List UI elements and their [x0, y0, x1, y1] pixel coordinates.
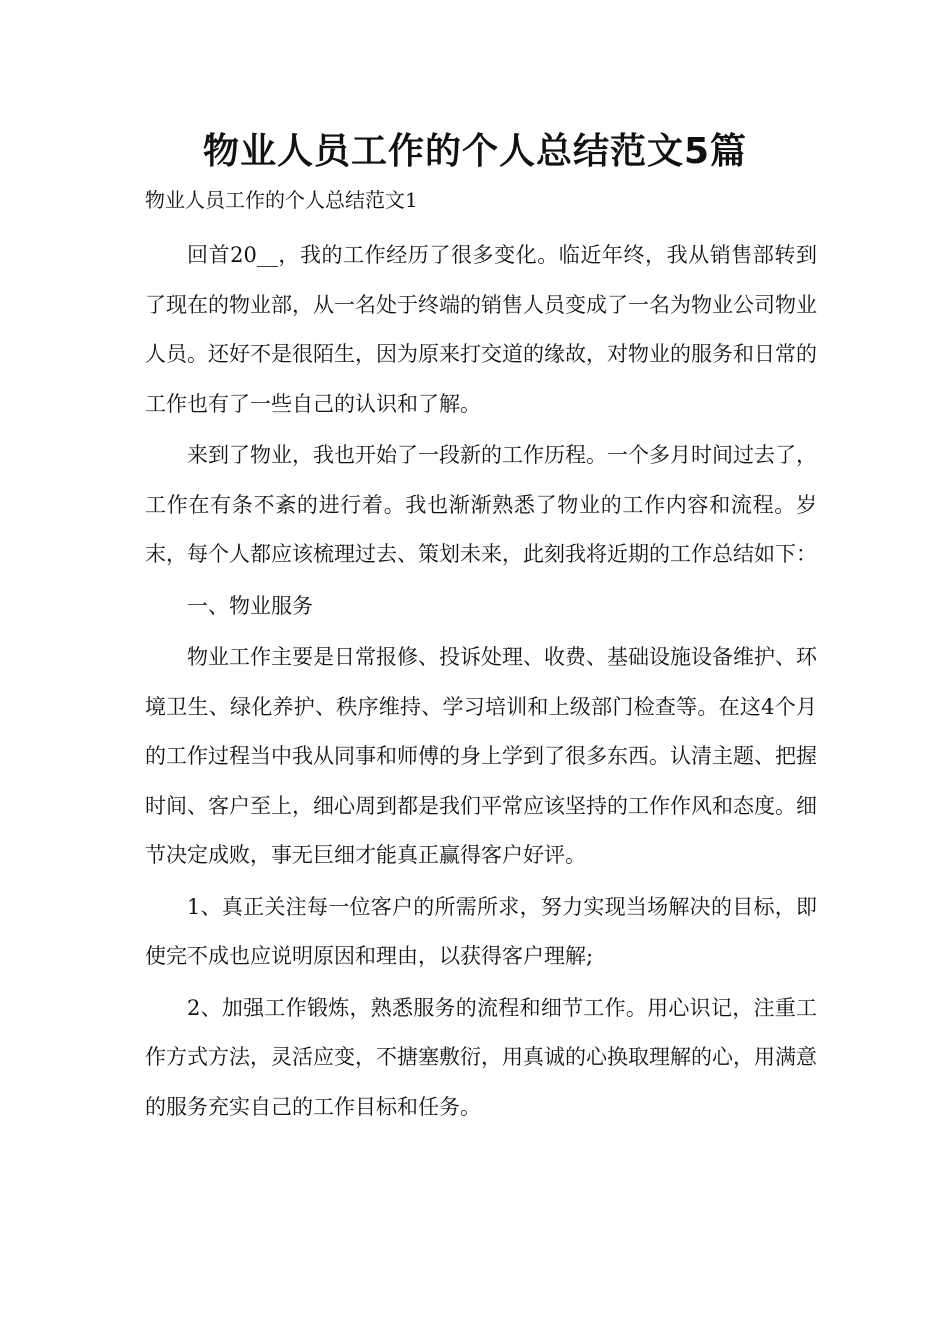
paragraph-intro: 回首20__，我的工作经历了很多变化。临近年终，我从销售部转到了现在的物业部，从一名处于终端的销售人员变成了一名为物业公司物业人员。还好不是很陌生，因为原来打交道的缘故，对物业的服务和日常的工作也有了一些自己的认识和了解。 [145, 243, 817, 416]
list-item-1: 1、真正关注每一位客户的所需所求，努力实现当场解决的目标，即使完不成也应说明原因和理由，以获得客户理解; [145, 894, 817, 968]
section-heading-property-service: 一、物业服务 [187, 593, 313, 618]
document-body [145, 231, 817, 1134]
paragraph-work-content: 物业工作主要是日常报修、投诉处理、收费、基础设施设备维护、环境卫生、绿化养护、秩序维持、学习培训和上级部门检查等。在这4个月的工作过程当中我从同事和师傅的身上学到了很多东西。认清主题、把握时间、客户至上，细心周到都是我们平常应该坚持的工作作风和态度。细节决定成败，事无巨细才能真正赢得客户好评。 [145, 645, 817, 867]
paragraph-new-start: 来到了物业，我也开始了一段新的工作历程。一个多月时间过去了，工作在有条不紊的进行着。我也渐渐熟悉了物业的工作内容和流程。岁末，每个人都应该梳理过去、策划未来，此刻我将近期的工作总结如下： [145, 443, 817, 566]
document-title: 物业人员工作的个人总结范文5篇 [202, 131, 748, 172]
document-subtitle: 物业人员工作的个人总结范文1 [145, 188, 418, 212]
list-item-2: 2、加强工作锻炼，熟悉服务的流程和细节工作。用心识记，注重工作方式方法，灵活应变，不搪塞敷衍，用真诚的心换取理解的心，用满意的服务充实自己的工作目标和任务。 [145, 995, 817, 1119]
